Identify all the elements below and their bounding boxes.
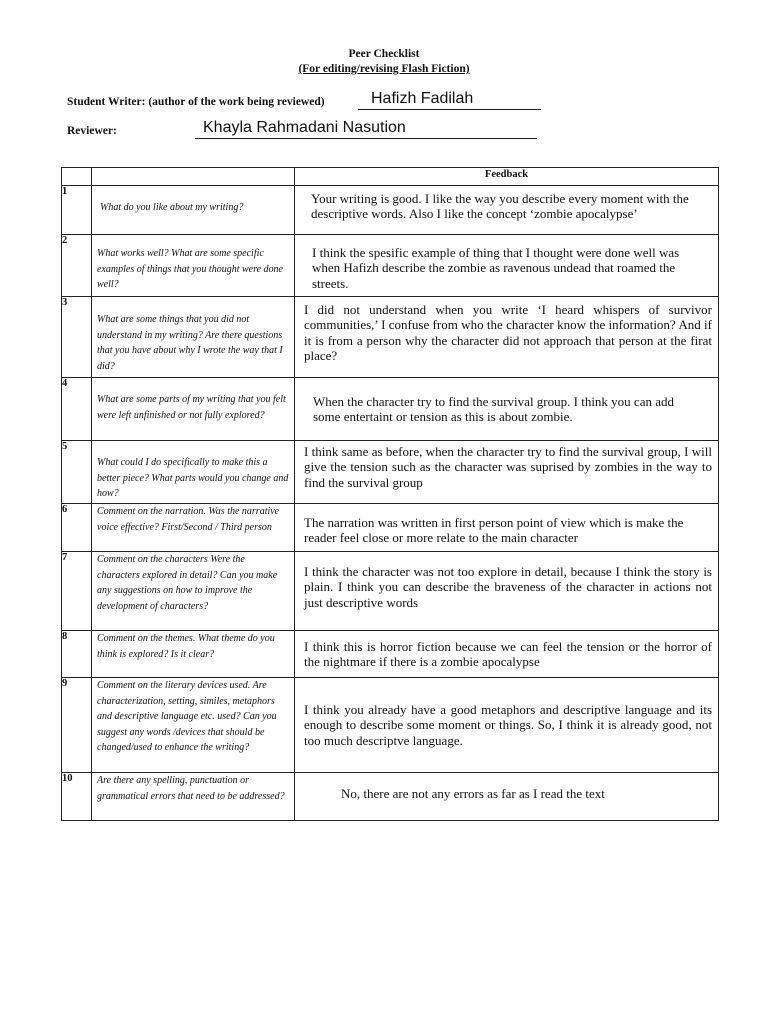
question-text: Comment on the themes. What theme do you think is explored? Is it clear? [97, 633, 275, 660]
feedback-cell [295, 504, 719, 552]
question-text: Comment on the narration. Was the narrative voice effective? First/Second / Third person [97, 506, 280, 533]
student-writer-value: Hafizh Fadilah [371, 90, 474, 107]
question-text: Are there any spelling, punctuation or grammatical errors that need to be addressed? [97, 775, 285, 802]
table-row [62, 504, 719, 552]
feedback-cell [295, 631, 719, 678]
table-row [62, 441, 719, 504]
feedback-header: Feedback [295, 168, 719, 186]
reviewer-label: Reviewer: [67, 125, 117, 137]
table-row [62, 297, 719, 378]
reviewer-line [195, 138, 537, 139]
feedback-text: I think the spesific example of thing that I thought were done well was when Hafizh describe the zombie as ravenous undead that roamed the streets. [312, 245, 680, 291]
feedback-text: I think the character was not too explore in detail, because I think the story is plain. I think you can describe the braveness of the character in actions not just descriptive words [304, 564, 712, 610]
row-number: 6 [62, 504, 92, 552]
question-text: What are some parts of my writing that you felt were left unfinished or not fully explored? [97, 394, 286, 421]
feedback-cell [295, 297, 719, 378]
document-subtitle: (For editing/revising Flash Fiction) [298, 63, 470, 75]
feedback-text: The narration was written in first person point of view which is make the reader feel close or more relate to the main character [304, 515, 684, 546]
feedback-cell [295, 378, 719, 441]
question-cell [92, 186, 295, 235]
feedback-cell [295, 678, 719, 773]
row-number: 1 [62, 186, 92, 235]
question-text: What are some things that you did not understand in my writing? Are there questions that you have about why I wrote the way that I did? [97, 314, 283, 372]
table-row [62, 678, 719, 773]
feedback-text: When the character try to find the survival group. I think you can add some entertaint or tension as this is about zombie. [313, 394, 674, 425]
feedback-text: I think you already have a good metaphors and descriptive language and its enough to describe some moment or things. So, I think it is already good, not too much descriptve language. [304, 702, 712, 748]
student-writer-row [67, 86, 547, 110]
question-cell [92, 297, 295, 378]
feedback-text: No, there are not any errors as far as I read the text [341, 786, 605, 801]
student-writer-label: Student Writer: (author of the work being reviewed) [67, 96, 325, 108]
table-row [62, 552, 719, 631]
row-number: 8 [62, 631, 92, 678]
question-text: Comment on the characters Were the characters explored in detail? Can you make any suggestions on how to improve the development of characters? [97, 554, 278, 612]
question-text: What works well? What are some specific examples of things that you thought were done well? [97, 248, 283, 291]
row-number: 9 [62, 678, 92, 773]
question-text: What could I do specifically to make this a better piece? What parts would you change and how? [97, 457, 289, 500]
header-empty-number-cell [62, 168, 92, 186]
table-row [62, 773, 719, 821]
header-empty-question-cell [92, 168, 295, 186]
feedback-text: I think this is horror fiction because we can feel the tension or the horror of the nightmare if there is a zombie apocalypse [304, 639, 712, 670]
table-row [62, 631, 719, 678]
question-cell [92, 235, 295, 297]
feedback-cell [295, 441, 719, 504]
feedback-text: I think same as before, when the character try to find the survival group, I will give the tension such as the character was suprised by zombies in the way to find the survival group [304, 444, 712, 490]
row-number: 4 [62, 378, 92, 441]
reviewer-value: Khayla Rahmadani Nasution [203, 119, 406, 136]
row-number: 2 [62, 235, 92, 297]
row-number: 3 [62, 297, 92, 378]
question-cell [92, 504, 295, 552]
peer-checklist-table [61, 167, 719, 821]
question-cell [92, 631, 295, 678]
table-row [62, 378, 719, 441]
row-number: 10 [62, 773, 92, 821]
question-text: What do you like about my writing? [100, 202, 244, 213]
table-row [62, 235, 719, 297]
row-number: 7 [62, 552, 92, 631]
question-text: Comment on the literary devices used. Are characterization, setting, similes, metaphors and descriptive language etc. used? Can you suggest any words /devices that should be changed/used to enhance the writing? [97, 680, 277, 754]
feedback-cell [295, 552, 719, 631]
feedback-cell [295, 235, 719, 297]
row-number: 5 [62, 441, 92, 504]
document-header [0, 47, 768, 77]
feedback-text: I did not understand when you write ‘I heard whispers of survivor communities,’ I confuse from who the character know the information? And if it is from a person why the character did not approach that person at the firat place? [304, 302, 712, 364]
reviewer-row [67, 115, 547, 139]
question-cell [92, 678, 295, 773]
question-cell [92, 441, 295, 504]
question-cell [92, 552, 295, 631]
question-cell [92, 378, 295, 441]
document-title: Peer Checklist [348, 48, 420, 60]
student-writer-line [358, 109, 541, 110]
feedback-cell [295, 773, 719, 821]
table-header-row [62, 168, 719, 186]
table-row [62, 186, 719, 235]
question-cell [92, 773, 295, 821]
feedback-cell [295, 186, 719, 235]
feedback-text: Your writing is good. I like the way you describe every moment with the descriptive words. Also I like the concept ‘zombie apocalypse’ [311, 191, 689, 222]
